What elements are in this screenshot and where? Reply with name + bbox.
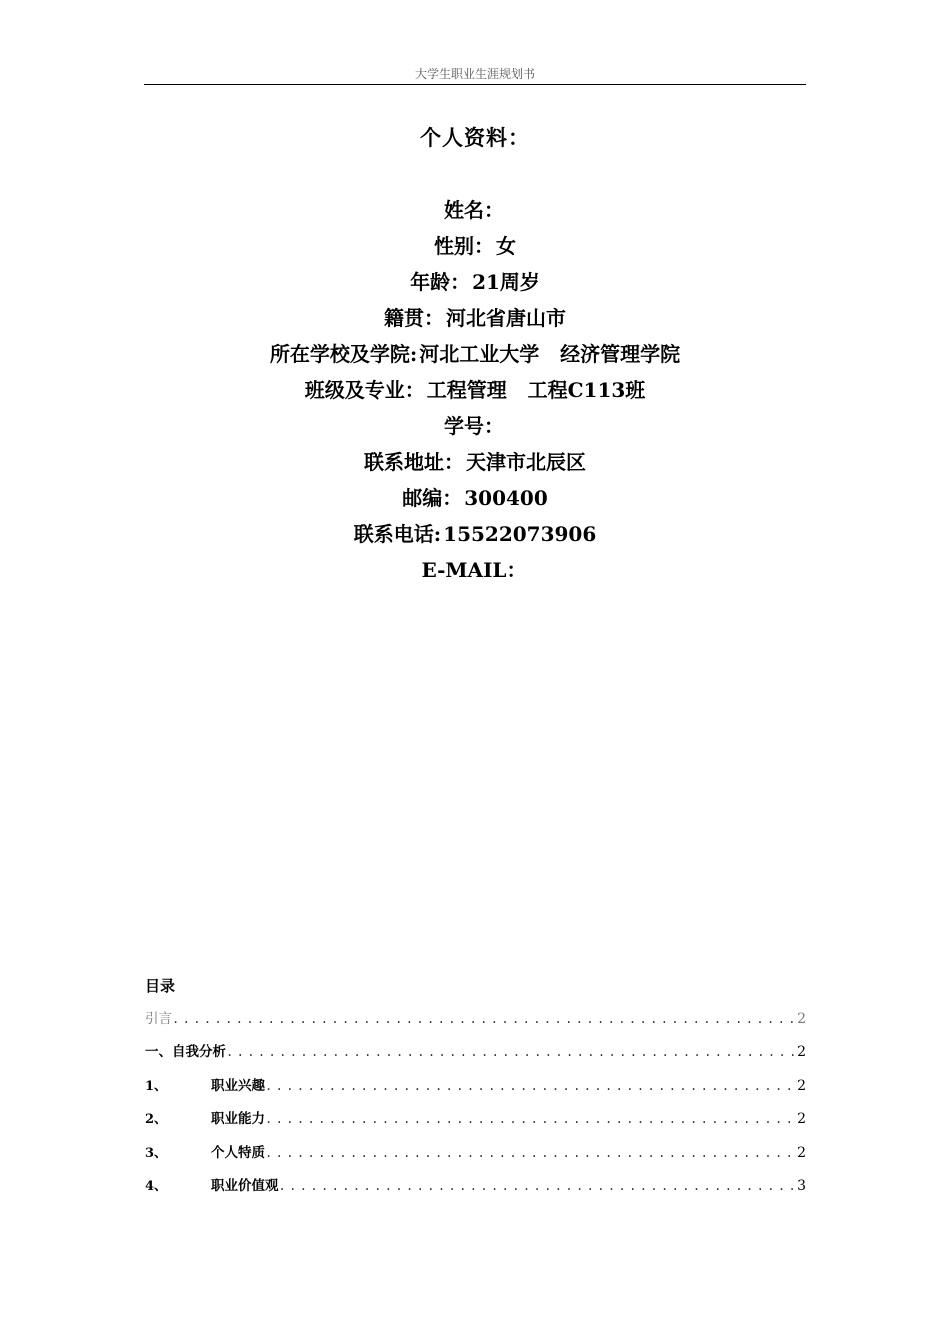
toc-page-number: 2 bbox=[797, 1077, 806, 1094]
field-label: 籍贯： bbox=[384, 306, 444, 330]
toc-page-number: 2 bbox=[797, 1011, 806, 1027]
toc-entry-interest[interactable] bbox=[145, 1070, 806, 1103]
field-label: 姓名： bbox=[444, 198, 504, 222]
toc-entry-number: 2、 bbox=[145, 1112, 168, 1128]
toc-entry-values[interactable] bbox=[145, 1170, 806, 1203]
field-gender bbox=[0, 228, 950, 264]
field-label: 所在学校及学院: bbox=[269, 342, 418, 366]
field-value: 天津市北辰区 bbox=[466, 450, 586, 474]
toc-dot-leader bbox=[265, 1070, 794, 1103]
field-value: 女 bbox=[496, 234, 516, 258]
field-value: 河北省唐山市 bbox=[446, 306, 566, 330]
field-age bbox=[0, 264, 950, 300]
field-value: 工程管理 工程C113班 bbox=[426, 378, 646, 402]
field-phone bbox=[0, 516, 950, 552]
toc-page-number: 2 bbox=[797, 1111, 806, 1128]
table-of-contents bbox=[145, 1003, 806, 1203]
field-label: 联系地址： bbox=[364, 450, 464, 474]
toc-dot-leader bbox=[279, 1170, 795, 1203]
field-value: 21周岁 bbox=[472, 270, 540, 294]
toc-dot-leader bbox=[265, 1137, 794, 1170]
toc-entry-text: 职业价值观 bbox=[211, 1177, 279, 1194]
field-label: E-MAIL： bbox=[421, 558, 527, 582]
toc-title: 目录 bbox=[145, 977, 176, 995]
toc-entry-intro[interactable] bbox=[145, 1003, 806, 1036]
field-hometown bbox=[0, 300, 950, 336]
field-label: 性别： bbox=[434, 234, 494, 258]
toc-entry-text: 职业兴趣 bbox=[211, 1077, 265, 1094]
field-postcode bbox=[0, 480, 950, 516]
profile-list bbox=[0, 192, 950, 588]
toc-dot-leader bbox=[226, 1036, 794, 1069]
toc-page-number: 2 bbox=[797, 1144, 806, 1161]
field-email bbox=[0, 552, 950, 588]
toc-entry-ability[interactable] bbox=[145, 1103, 806, 1136]
toc-entry-text: 引言 bbox=[145, 1011, 172, 1027]
field-label: 学号： bbox=[444, 414, 504, 438]
toc-dot-leader bbox=[265, 1103, 794, 1136]
field-class bbox=[0, 372, 950, 408]
field-address bbox=[0, 444, 950, 480]
field-label: 年龄： bbox=[410, 270, 471, 294]
field-value: 300400 bbox=[464, 486, 548, 510]
toc-page-number: 3 bbox=[797, 1177, 806, 1194]
field-name bbox=[0, 192, 950, 228]
field-value: 河北工业大学 经济管理学院 bbox=[419, 342, 681, 366]
toc-entry-number: 3、 bbox=[145, 1145, 168, 1161]
toc-page-number: 2 bbox=[797, 1044, 806, 1061]
toc-entry-self-analysis[interactable] bbox=[145, 1036, 806, 1069]
toc-entry-text: 一、自我分析 bbox=[145, 1044, 226, 1061]
field-label: 联系电话: bbox=[353, 522, 442, 546]
toc-entry-text: 个人特质 bbox=[211, 1144, 265, 1161]
field-label: 班级及专业： bbox=[304, 378, 425, 402]
page-header bbox=[144, 64, 806, 85]
toc-entry-number: 4、 bbox=[145, 1178, 168, 1194]
toc-entry-text: 职业能力 bbox=[211, 1111, 265, 1128]
field-value: 15522073906 bbox=[443, 522, 597, 546]
field-school bbox=[0, 336, 950, 372]
field-label: 邮编： bbox=[402, 486, 463, 510]
header-title: 大学生职业生涯规划书 bbox=[414, 67, 535, 81]
toc-entry-number: 1、 bbox=[145, 1078, 168, 1094]
toc-entry-traits[interactable] bbox=[145, 1137, 806, 1170]
toc-dot-leader bbox=[172, 1003, 794, 1036]
profile-heading: 个人资料： bbox=[420, 125, 530, 150]
field-student-id bbox=[0, 408, 950, 444]
